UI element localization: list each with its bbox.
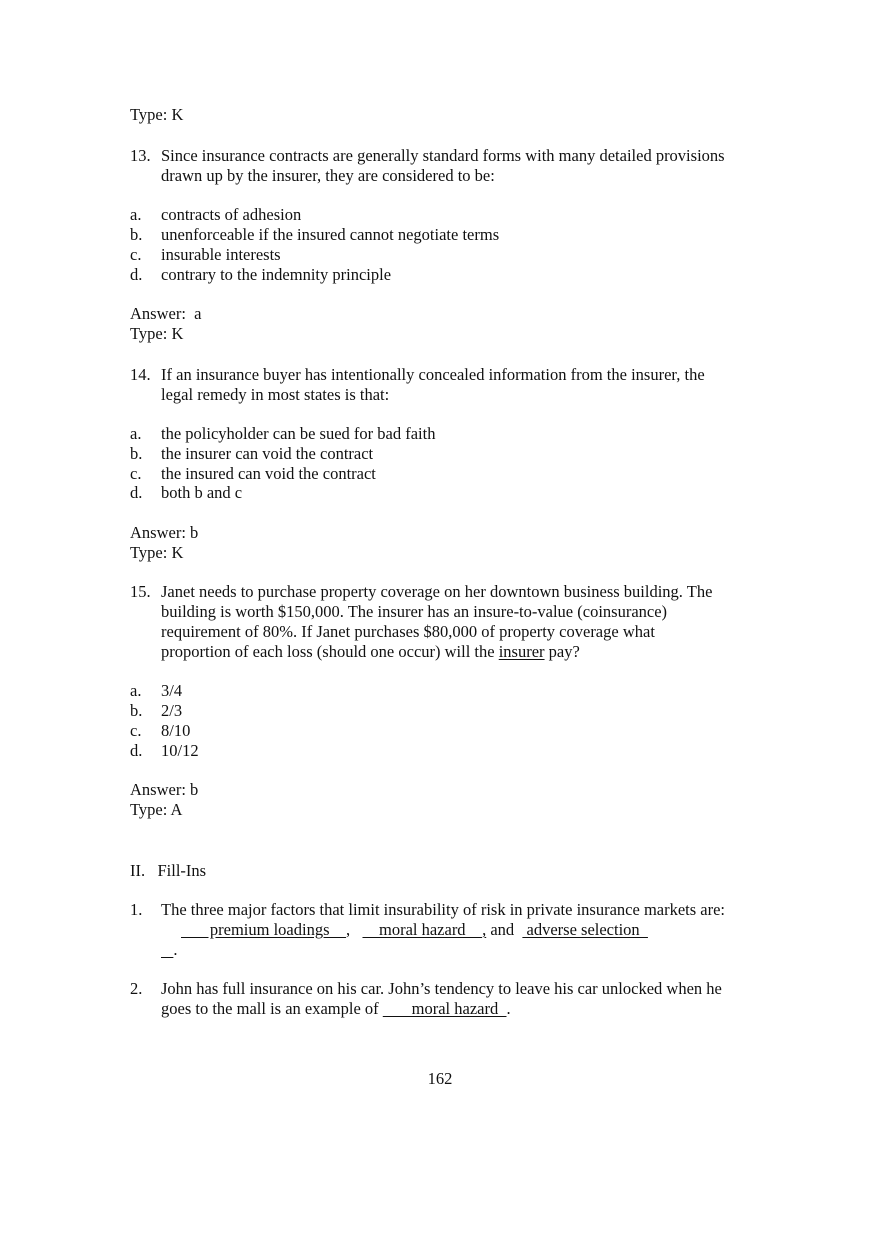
question-number: 2. <box>130 979 143 998</box>
option-text: unenforceable if the insured cannot negotiate terms <box>161 225 500 244</box>
page-number: 162 <box>427 1069 453 1088</box>
type-label: Type: K <box>130 324 184 343</box>
type-label: Type: K <box>130 543 184 562</box>
answer-blank: adverse selection <box>522 920 648 939</box>
period: . <box>173 940 178 959</box>
stem-text: proportion of each loss (should one occur) will the <box>161 642 499 661</box>
option-letter: a. <box>130 424 142 443</box>
question-stem-line: Since insurance contracts are generally standard forms with many detailed provisions <box>161 146 725 165</box>
answer-blank: premium loadings <box>181 920 346 939</box>
option-letter: c. <box>130 245 142 264</box>
section-heading: II. Fill-Ins <box>130 861 207 880</box>
option-letter: d. <box>130 741 143 760</box>
option-letter: d. <box>130 265 143 284</box>
option-text: contracts of adhesion <box>161 205 302 224</box>
separator: , <box>345 920 351 939</box>
type-label: Type: K <box>130 105 184 124</box>
question-number: 13. <box>130 146 151 165</box>
question-number: 14. <box>130 365 151 384</box>
fill-in-answers-line <box>181 920 648 940</box>
separator: , <box>482 920 487 939</box>
option-letter: b. <box>130 444 143 463</box>
question-stem-line: Janet needs to purchase property coverage on her downtown business building. The <box>161 582 713 601</box>
option-letter: d. <box>130 483 143 502</box>
question-number: 1. <box>130 900 143 919</box>
stem-text: pay? <box>544 642 580 661</box>
question-stem-line: building is worth $150,000. The insurer has an insure-to-value (coinsurance) <box>161 602 668 621</box>
option-text: insurable interests <box>161 245 281 264</box>
answer-blank: moral hazard <box>362 920 483 939</box>
conjunction: and <box>486 920 519 939</box>
period: . <box>506 999 511 1018</box>
question-stem-line <box>161 642 580 662</box>
question-stem-line <box>161 999 511 1019</box>
answer-blank <box>161 940 173 959</box>
answer-blank: moral hazard <box>382 999 507 1018</box>
question-stem-line: legal remedy in most states is that: <box>161 385 390 404</box>
option-letter: c. <box>130 721 142 740</box>
answer-label: Answer: a <box>130 304 202 323</box>
option-text: the policyholder can be sued for bad faith <box>161 424 436 443</box>
question-stem-line: The three major factors that limit insurability of risk in private insurance markets are: <box>161 900 726 919</box>
option-text: both b and c <box>161 483 243 502</box>
type-label: Type: A <box>130 800 183 819</box>
question-stem-line: requirement of 80%. If Janet purchases $80,000 of property coverage what <box>161 622 655 641</box>
fill-in-trailing-line <box>161 940 178 960</box>
answer-label: Answer: b <box>130 523 199 542</box>
stem-text: goes to the mall is an example of <box>161 999 383 1018</box>
option-text: 8/10 <box>161 721 191 740</box>
underlined-word: insurer <box>498 642 545 661</box>
option-text: the insurer can void the contract <box>161 444 374 463</box>
question-stem-line: John has full insurance on his car. John’s tendency to leave his car unlocked when he <box>161 979 722 998</box>
question-stem-line: If an insurance buyer has intentionally concealed information from the insurer, the <box>161 365 705 384</box>
option-text: 3/4 <box>161 681 183 700</box>
option-text: the insured can void the contract <box>161 464 376 483</box>
option-letter: b. <box>130 225 143 244</box>
option-text: 2/3 <box>161 701 183 720</box>
question-stem-line: drawn up by the insurer, they are considered to be: <box>161 166 495 185</box>
option-letter: c. <box>130 464 142 483</box>
option-letter: a. <box>130 681 142 700</box>
question-number: 15. <box>130 582 151 601</box>
option-text: contrary to the indemnity principle <box>161 265 392 284</box>
option-letter: a. <box>130 205 142 224</box>
answer-label: Answer: b <box>130 780 199 799</box>
option-text: 10/12 <box>161 741 199 760</box>
option-letter: b. <box>130 701 143 720</box>
